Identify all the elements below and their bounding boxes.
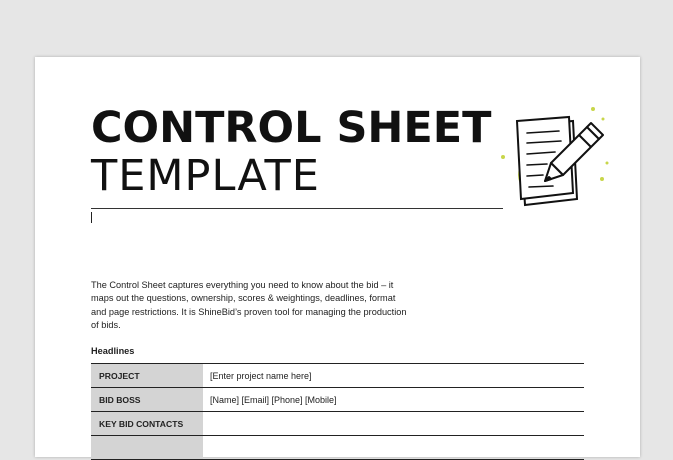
text-cursor[interactable] <box>91 212 92 223</box>
row-value[interactable]: [Enter project name here] <box>210 370 312 381</box>
table-row <box>91 388 584 412</box>
intro-paragraph: The Control Sheet captures everything you need to know about the bid – it maps out the questions, ownership, scores & weightings, deadlines, format and page restrictions. It is ShineBid’s proven tool for managing the production of bids. <box>91 280 407 331</box>
title-line-1: CONTROL SHEET <box>91 103 492 153</box>
headlines-table <box>91 363 584 460</box>
document-pencil-icon <box>495 101 615 211</box>
row-label <box>91 436 203 459</box>
row-value[interactable] <box>203 436 584 459</box>
row-label: PROJECT <box>91 364 203 387</box>
row-value[interactable] <box>203 412 584 435</box>
row-label: BID BOSS <box>91 388 203 411</box>
row-value[interactable]: [Name] [Email] [Phone] [Mobile] <box>210 394 337 405</box>
table-row <box>91 436 584 460</box>
table-row <box>91 412 584 436</box>
table-row <box>91 364 584 388</box>
title-line-2: TEMPLATE <box>91 151 320 201</box>
headlines-heading: Headlines <box>91 346 135 356</box>
title-underline <box>91 208 503 209</box>
document-page <box>35 57 640 457</box>
row-label: KEY BID CONTACTS <box>91 412 203 435</box>
